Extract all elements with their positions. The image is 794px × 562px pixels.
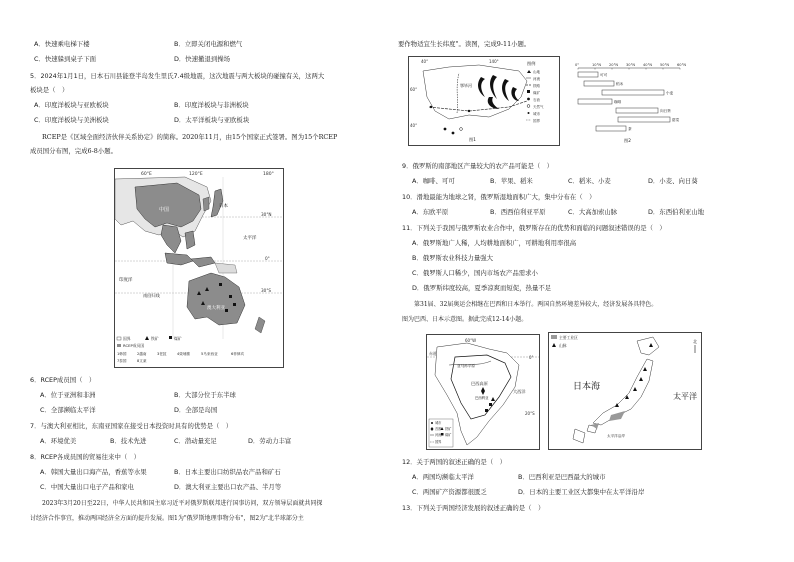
brazil-legend-coal: 煤矿 [445, 433, 452, 437]
map1-australia: 澳大利亚 [207, 306, 225, 311]
q4-option-c: C．快速躲到桌子下面 [34, 55, 96, 63]
rcep-map-graphic [115, 169, 283, 367]
map1-num-1: 1韩国 [117, 352, 127, 356]
map1-legend-coal: 煤矿 [174, 336, 182, 341]
q4-option-a: A．快速乘电梯下楼 [34, 40, 90, 48]
japan-north: 北 [693, 339, 697, 344]
q9-option-a: A．咖啡、可可 [412, 177, 455, 185]
q12-stem: 12．关于两国的叙述正确的是（ ） [402, 458, 506, 466]
q6-option-d: D．全部是岛国 [174, 406, 218, 414]
q6-option-a: A．位于亚洲和非洲 [40, 391, 96, 399]
japan-map [548, 332, 702, 450]
q9-option-d: D．小麦、向日葵 [648, 177, 698, 185]
map1-lon-180: 180° [263, 172, 274, 177]
fig2-bar [578, 99, 612, 104]
intro-rcep-line1: RCEP是《区域全面经济伙伴关系协定》的简称。2020年11月，由15个国家正式签署。图为15个RCEP [42, 133, 338, 141]
fig2-bar [602, 90, 664, 95]
map1-legend-member: RCEP成员国 [123, 343, 145, 348]
brazil-amazon: 亚马孙平原 [457, 364, 475, 368]
map1-pacific: 太平洋 [243, 236, 257, 241]
q5-stem-line1: 5．2024年1月1日，日本石川县能登半岛发生里氏7.4级地震，这次地震与两大板块的碰撞有关，这两大 [30, 72, 325, 80]
brazil-equator: 赤道 [429, 351, 437, 356]
q8-option-d: D．澳大利亚主要出口农产品、半月等 [174, 483, 282, 491]
brazil-map [426, 334, 540, 450]
q11-option-a: A．俄罗斯地广人稀，人均耕地面积广，可耕地利用率很高 [412, 239, 577, 247]
map1-num-3: 3老挝 [157, 352, 167, 356]
intro-russia-line1: 2023年3月20日至22日，中华人民共和国主席习近平对俄罗斯联邦进行国事访问，双方领导层面就共同探 [42, 500, 323, 507]
fig1-legend-gas: 天然气 [533, 105, 544, 109]
q11-option-c: C．俄罗斯人口稀少，国内市场农产品需求小 [412, 269, 538, 277]
russia-map [408, 56, 560, 146]
brazil-legend-border: 国界 [435, 440, 442, 444]
fig2-caption: 图2 [624, 138, 631, 143]
fig1-legend-rail: 铁路 [533, 84, 540, 88]
q11-stem: 11．下列关于我国与俄罗斯农业合作中，俄罗斯存在的优势和面临的问题叙述错误的是（ ） [402, 224, 666, 232]
fig1-legend-city: 城市 [533, 112, 540, 116]
brazil-legend-iron: 铁矿 [445, 427, 452, 431]
russia-map-graphic [409, 57, 559, 145]
q10-option-c: C．大高加索山脉 [568, 208, 618, 216]
crop-latitude-chart [564, 60, 694, 144]
fig1-caption: 图1 [469, 137, 476, 142]
q11-option-d: D．俄罗斯纬度较高，夏季凉爽而短促，热量不足 [412, 284, 552, 292]
q5-option-a: A．印度洋板块与亚欧板块 [34, 101, 109, 109]
map1-tropic: 南回归线 [143, 293, 160, 298]
intro-olympics-line2: 图为巴西、日本示意图。据此完成12-14小题。 [402, 316, 528, 323]
fig1-lon-40: 40° [421, 59, 429, 64]
q12-option-b: B．巴西利亚是巴西最大的城市 [518, 473, 606, 481]
q6-option-b: B．大部分位于东半球 [174, 391, 236, 399]
q10-option-a: A．东欧平原 [412, 208, 449, 216]
q10-option-b: B．西西伯利亚平原 [490, 208, 546, 216]
brazil-legend-river: 河流 [435, 433, 442, 437]
brazil-plateau: 巴西高原 [471, 381, 488, 386]
fig2-axis-label: 10°N [592, 63, 602, 67]
brazil-legend-city: 城市 [435, 421, 442, 425]
right-column [398, 0, 770, 562]
fig2-bar-label: 甜菜 [672, 118, 680, 122]
q9-option-c: C．稻米、小麦 [568, 177, 611, 185]
brazil-atlantic: 大西洋 [513, 389, 526, 394]
brazil-capital: 巴西利亚 [475, 396, 489, 400]
brazil-legend-capital: 首都 [435, 427, 442, 431]
map1-num-6: 6菲律宾 [231, 352, 245, 356]
japan-coast-label: 太平洋沿岸 [607, 434, 625, 438]
map1-num-7: 7泰国 [117, 359, 127, 363]
japan-sea: 日本海 [573, 382, 601, 392]
fig1-legend-title: 图例 [527, 61, 536, 66]
q4-option-b: B．立即关闭电源和燃气 [174, 40, 243, 48]
fig1-legend-mountain: 山地 [533, 70, 540, 74]
q7-option-c: C．潜动量充足 [174, 437, 217, 445]
map1-num-4: 4柬埔寨 [177, 352, 191, 356]
q8-stem: 8．RCEP各成员国的贸易往来中（ ） [30, 453, 141, 461]
q9-option-b: B．苹果、稻米 [490, 177, 533, 185]
japan-legend-mountain: 山脉 [559, 343, 567, 348]
q4-option-d: D．快速撤退到操场 [174, 55, 231, 63]
q7-option-d: D．劳动力丰富 [248, 437, 292, 445]
fig1-lat-60: 60° [410, 87, 418, 92]
q7-option-a: A．环境优美 [40, 437, 77, 445]
fig2-bar-label: 小麦 [666, 91, 674, 95]
map1-legend-border: 国界 [123, 336, 131, 341]
fig2-bar-label: 稻米 [616, 82, 624, 86]
map1-legend-iron: 铁矿 [151, 336, 159, 341]
japan-pacific-1: 太平洋 [673, 392, 697, 401]
japan-legend-industry: 主要工业区 [559, 335, 578, 340]
map1-lat-30s: 30°S [261, 288, 272, 293]
q12-option-d: D．日本的主要工业区大都集中在太平洋沿岸 [518, 488, 645, 496]
q5-option-d: D．太平洋板块与亚欧板块 [174, 116, 250, 124]
q5-stem-line2: 板块是（ ） [30, 86, 69, 94]
fig1-legend-oil: 石油 [533, 98, 540, 102]
intro-olympics-line1: 第31届、32届奥运会相继在巴西和日本举行。两国自然环境差异较大，经济发展各具特色。 [414, 301, 658, 308]
map1-lon-120: 120°E [189, 172, 203, 177]
q8-option-a: A．韩国大量出口海产品，香蕉等水果 [40, 468, 147, 476]
q10-option-d: D．东西伯利亚山地 [648, 208, 705, 216]
q7-option-b: B．技术先进 [110, 437, 147, 445]
fig2-axis-label: 20°N [609, 63, 619, 67]
map1-num-2: 2越南 [137, 352, 147, 356]
q8-option-b: B．日本主要出口纺织品农产品和矿石 [174, 468, 281, 476]
fig2-bar-label: 茶 [628, 127, 632, 131]
map1-lon-60: 60°E [141, 172, 152, 177]
brazil-map-graphic [427, 335, 539, 449]
fig2-axis-label: 40°N [643, 63, 653, 67]
q7-stem: 7．与澳大利亚相比，东南亚国家在接受日本投资时具有的优势是（ ） [30, 422, 233, 430]
q12-option-c: C．两国矿产资源都很匮乏 [412, 488, 487, 496]
map1-num-5: 5马来西亚 [201, 352, 218, 356]
q11-option-b: B．俄罗斯农业科技力量强大 [412, 254, 494, 262]
q10-stem: 10．滑地最能为地球之肾，俄罗斯湿地面积广大，集中分布在（ ） [402, 193, 596, 201]
q6-stem: 6．RCEP成员国（ ） [30, 376, 96, 384]
map1-japan: 日本 [219, 204, 228, 209]
fig2-axis-label: 30°N [626, 63, 636, 67]
map1-lat-30n: 30°N [261, 212, 272, 217]
fig2-axis-label: 50°N [660, 63, 670, 67]
q12-option-a: A．两国均濒临太平洋 [412, 473, 474, 481]
fig1-lon-140: 140° [489, 59, 499, 64]
brazil-lat-20s: 20°S [525, 411, 535, 416]
fig2-bar-label: 咖啡 [614, 100, 622, 104]
fig1-legend-coal: 煤矿 [533, 91, 540, 95]
fig1-legend-river: 河流 [533, 77, 540, 81]
japan-map-graphic [549, 333, 701, 449]
fig1-river: 鄂毕河 [460, 83, 472, 88]
intro-rcep-line2: 成员国分布图，完成6-8小题。 [30, 147, 117, 155]
intro-russia-line3: 要作物适宜生长纬度"。读图，完成9-11小题。 [398, 40, 531, 48]
q9-stem: 9．俄罗斯的南部地区产量较大的农产品可能是（ ） [402, 162, 554, 170]
map1-china: 中国 [159, 207, 170, 213]
brazil-lat-0: 0° [529, 355, 534, 360]
q5-option-c: C．印度洋板块与美洲板块 [34, 116, 109, 124]
fig2-bar [578, 72, 598, 77]
fig2-axis-label: 0° [575, 63, 580, 67]
q5-option-b: B．印度洋板块与非洲板块 [174, 101, 249, 109]
fig1-lat-40: 40° [410, 123, 418, 128]
fig2-bar [596, 126, 626, 131]
left-column [26, 0, 398, 562]
fig2-bar [584, 81, 614, 86]
map1-num-8: 8文莱 [137, 359, 147, 363]
q6-option-c: C．全部濒临太平洋 [40, 406, 96, 414]
map1-lat-0: 0° [265, 256, 270, 261]
q13-stem: 13．下列关于两国经济发展的叙述正确的是（ ） [402, 504, 545, 512]
crop-latitude-graphic [564, 60, 694, 144]
fig2-bar-label: 可可 [600, 73, 608, 77]
fig2-bar-label: 向日葵 [660, 109, 671, 113]
brazil-lon-60w: 60°W [465, 338, 477, 343]
fig1-legend-border: 国界 [533, 119, 540, 123]
q8-option-c: C．中国大量出口电子产品和家电 [40, 483, 134, 491]
map1-indian-ocean: 印度洋 [119, 278, 133, 283]
rcep-map [114, 168, 284, 368]
fig2-bar [618, 117, 670, 122]
fig2-bar [616, 108, 658, 113]
intro-russia-line2: 讨经济合作事宜，推动两国经济全方面的提升发展。图1为"俄罗斯地理事物分布"，图2为"北半球部分主 [30, 515, 304, 522]
fig2-axis-label: 60°N [677, 63, 687, 67]
